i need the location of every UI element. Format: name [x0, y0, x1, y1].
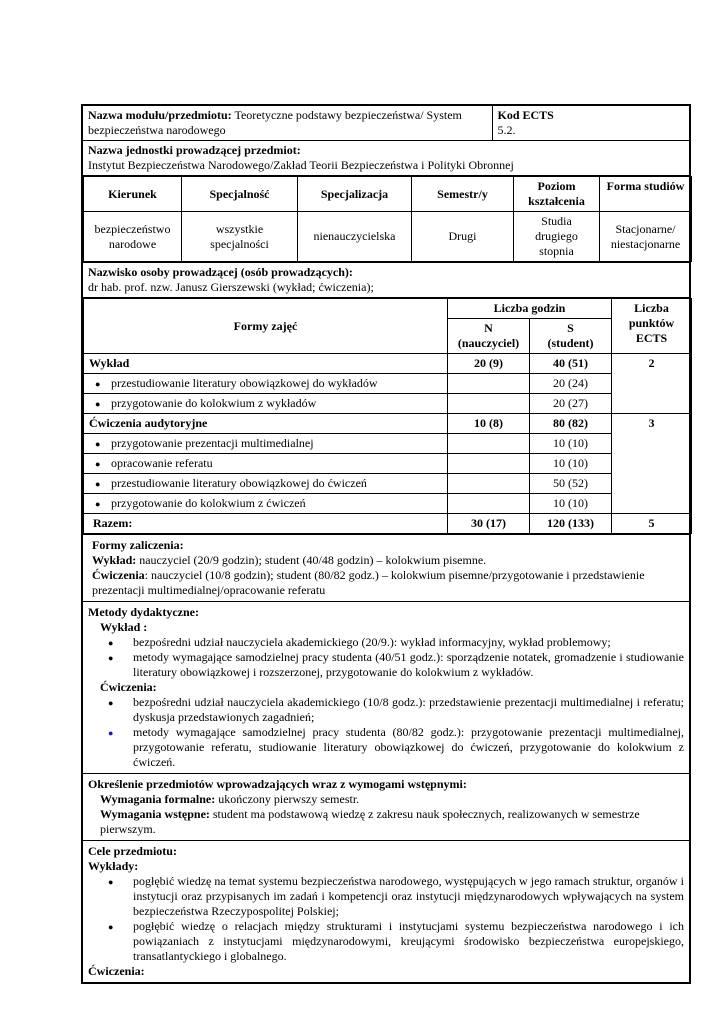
total-teacher-hours: 30 (17): [448, 514, 530, 534]
hours-header: Liczba godzin: [448, 299, 612, 319]
goals-section: [82, 841, 690, 984]
ects-code-value: 5.2.: [497, 123, 516, 137]
exercises-row-label: Ćwiczenia audytoryjne: [84, 414, 448, 434]
study-header: Forma studiów: [600, 177, 692, 212]
table-row: [84, 394, 448, 414]
table-row: [84, 374, 448, 394]
study-info-table: [83, 176, 692, 262]
goals-lectures-label: Wykłady:: [88, 859, 139, 873]
methods-exercises-label: Ćwiczenia:: [100, 680, 157, 694]
lecture-student-hours: 40 (51): [530, 354, 612, 374]
total-student-hours: 120 (133): [530, 514, 612, 534]
assessment-lecture: Wykład: nauczyciel (20/9 godzin); student (40/48 godzin) – kolokwium pisemne.: [92, 553, 487, 567]
lecture-teacher-hours: 20 (9): [448, 354, 530, 374]
study-value: bezpieczeństwo narodowe: [84, 212, 182, 262]
assessment-exercises: Ćwiczenia: nauczyciel (10/8 godzin); student (80/82 godz.) – kolokwium pisemne/przygotowanie i przedstawienie prezentacji multimedialnej/opracowanie referatu: [92, 568, 645, 597]
teacher-hours-header: N (nauczyciel): [448, 319, 530, 354]
unit-value: Instytut Bezpieczeństwa Narodowego/Zakład Teorii Bezpieczeństwa i Polityki Obronnej: [88, 158, 514, 172]
table-row: [84, 434, 448, 454]
study-value: wszystkie specjalności: [182, 212, 298, 262]
module-value: Teoretyczne podstawy bezpieczeństwa/ System bezpieczeństwa narodowego: [88, 108, 462, 137]
list-item: ● przygotowanie prezentacji multimedialnej: [89, 436, 442, 451]
list-item: ● opracowanie referatu: [89, 456, 442, 471]
list-item: ● pogłębić wiedzę o relacjach między strukturami i instytucjami systemu bezpieczeństwa narodowego i ich powiązaniach z instytucjami międzynarodowymi, kreującymi środowisko bezpieczeństwa europejskiego, transatlantyckiego i globalnego.: [88, 919, 684, 964]
table-row: [84, 454, 448, 474]
list-item: ● przygotowanie do kolokwium z wykładów: [89, 396, 442, 411]
prerequisites-section: [82, 774, 690, 841]
total-row-label: Razem:: [84, 514, 448, 534]
table-row: [84, 474, 448, 494]
list-item: ● przygotowanie do kolokwium z ćwiczeń: [89, 496, 442, 511]
item-student-hours: 10 (10): [530, 434, 612, 454]
ects-code-cell: [492, 105, 690, 141]
course-card: [81, 104, 689, 984]
lecturer-label: Nazwisko osoby prowadzącej (osób prowadzących):: [88, 265, 353, 279]
module-label: Nazwa modułu/przedmiotu:: [88, 108, 232, 122]
hours-table: [83, 298, 692, 534]
formal-requirements: Wymagania formalne: ukończony pierwszy semestr.: [100, 792, 360, 806]
list-item: ● przestudiowanie literatury obowiązkowej do wykładów: [89, 376, 442, 391]
item-student-hours: 50 (52): [530, 474, 612, 494]
study-value: Drugi: [412, 212, 514, 262]
list-item: ● metody wymagające samodzielnej pracy studenta (40/51 godz.): sporządzenie notatek, gromadzenie i studiowanie literatury obowiązkowej i rozszerzonej, przygotowanie do kolokwium z wykładów.: [88, 650, 684, 680]
list-item: ● metody wymagające samodzielnej pracy studenta (80/82 godz.): przygotowanie prezentacji multimedialnej, przygotowanie referatu, studiowanie literatury obowiązkowej do ćwiczeń, przygotowanie do kolokwium z ćwiczeń.: [88, 725, 684, 770]
ects-code-label: Kod ECTS: [497, 108, 554, 122]
module-name-cell: [82, 105, 492, 141]
table-row: [84, 494, 448, 514]
initial-requirements: Wymagania wstępne: student ma podstawową wiedzę z zakresu nauk społecznych, realizowanych w semestrze pierwszym.: [100, 807, 640, 836]
study-header: Semestr/y: [412, 177, 514, 212]
list-item: ● bezpośredni udział nauczyciela akademickiego (10/8 godz.): przedstawienie prezentacji multimedialnej i referatu; dyskusja przedstawionych zagadnień;: [88, 695, 684, 725]
study-header: Poziom kształcenia: [514, 177, 600, 212]
unit-label: Nazwa jednostki prowadzącej przedmiot:: [88, 143, 301, 157]
ects-points-header: Liczba punktów ECTS: [612, 299, 692, 354]
lecturer-value: dr hab. prof. nzw. Janusz Gierszewski (wykład; ćwiczenia);: [88, 280, 374, 294]
methods-section: [82, 602, 690, 774]
goals-title: Cele przedmiotu:: [88, 844, 177, 858]
study-header: Specjalizacja: [298, 177, 412, 212]
item-student-hours: 10 (10): [530, 494, 612, 514]
exercises-teacher-hours: 10 (8): [448, 414, 530, 434]
study-header: Kierunek: [84, 177, 182, 212]
list-item: ● bezpośredni udział nauczyciela akademickiego (20/9.): wykład informacyjny, wykład problemowy;: [88, 635, 684, 650]
methods-lecture-label: Wykład :: [100, 620, 148, 634]
study-value: Studia drugiego stopnia: [514, 212, 600, 262]
exercises-ects: 3: [612, 414, 692, 514]
item-student-hours: 10 (10): [530, 454, 612, 474]
total-ects: 5: [612, 514, 692, 534]
unit-cell: [82, 141, 690, 176]
exercises-student-hours: 80 (82): [530, 414, 612, 434]
study-header: Specjalność: [182, 177, 298, 212]
student-hours-header: S (student): [530, 319, 612, 354]
assessment-title: Formy zaliczenia:: [92, 538, 184, 552]
assessment-section: [82, 535, 690, 602]
lecture-ects: 2: [612, 354, 692, 414]
item-student-hours: 20 (24): [530, 374, 612, 394]
item-student-hours: 20 (27): [530, 394, 612, 414]
list-item: ● przestudiowanie literatury obowiązkowej do ćwiczeń: [89, 476, 442, 491]
prerequisites-title: Określenie przedmiotów wprowadzających wraz z wymogami wstępnymi:: [88, 777, 467, 791]
forms-header: Formy zajęć: [84, 299, 448, 354]
list-item: ● pogłębić wiedzę na temat systemu bezpieczeństwa narodowego, występujących w jego ramach struktur, organów i instytucji oraz przypisanych im zadań i kompetencji oraz instytucji międzynarodowych wpływających na system bezpieczeństwa Rzeczypospolitej Polskiej;: [88, 874, 684, 919]
course-table: [81, 104, 691, 984]
lecture-row-label: Wykład: [84, 354, 448, 374]
study-value: Stacjonarne/ niestacjonarne: [600, 212, 692, 262]
study-value: nienauczycielska: [298, 212, 412, 262]
methods-title: Metody dydaktyczne:: [88, 605, 199, 619]
lecturer-cell: [82, 263, 690, 298]
goals-exercises-label: Ćwiczenia:: [88, 964, 145, 978]
